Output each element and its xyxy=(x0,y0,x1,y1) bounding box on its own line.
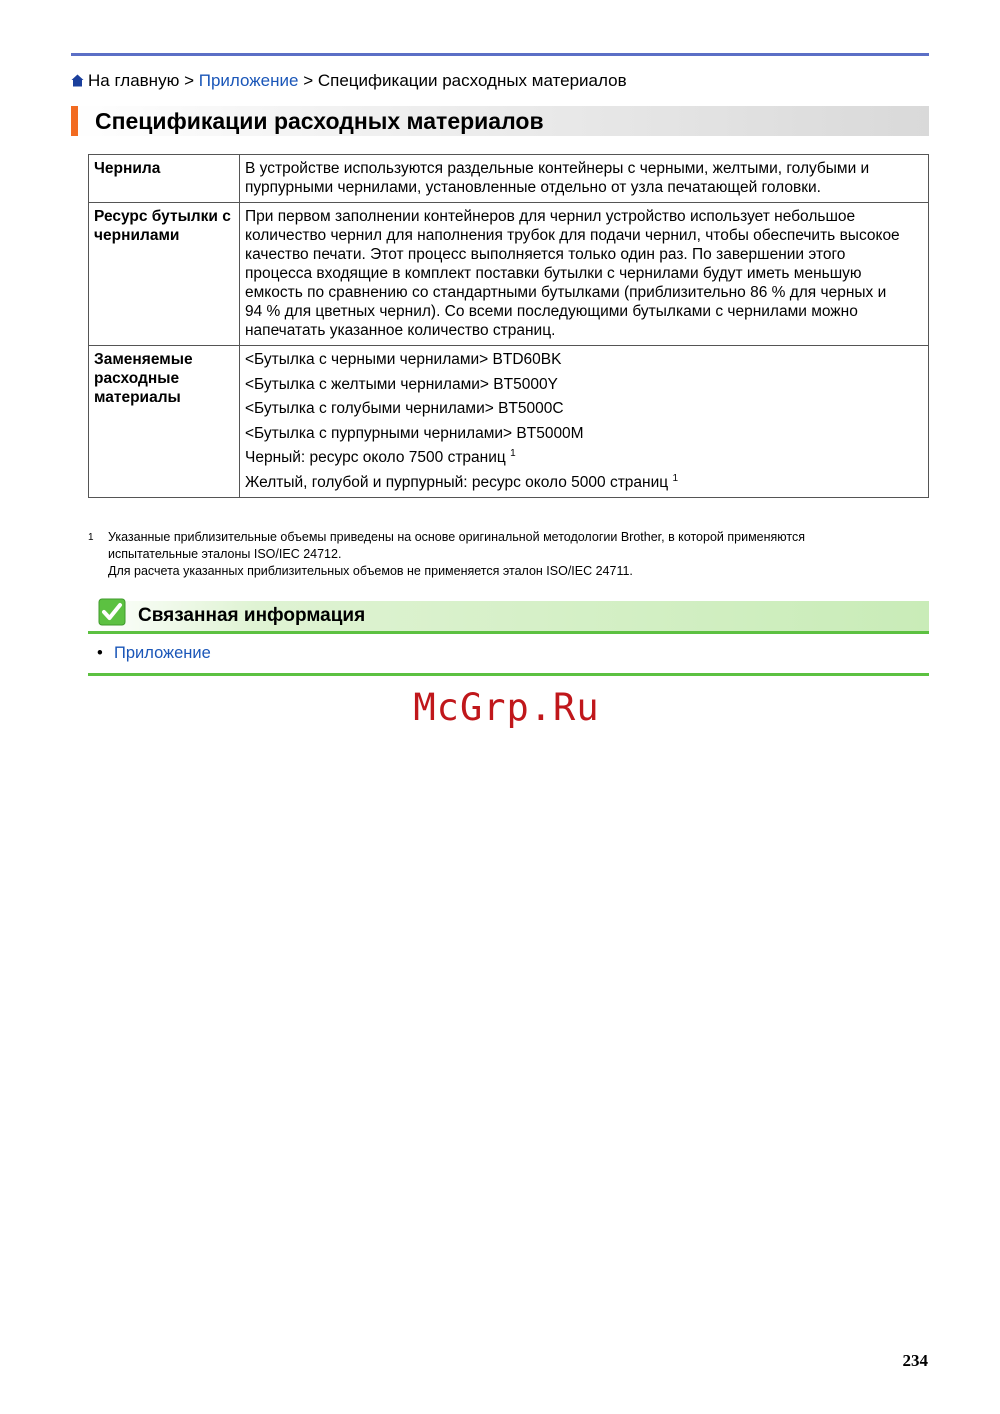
related-link-appendix[interactable]: Приложение xyxy=(114,644,211,662)
breadcrumb-current: Спецификации расходных материалов xyxy=(317,71,627,90)
list-item xyxy=(114,643,211,663)
page-title: Спецификации расходных материалов xyxy=(95,108,544,134)
row-value-replacement-supplies xyxy=(240,346,929,498)
text-line: пурпурными чернилами, установленные отдельно от узла печатающей головки. xyxy=(245,179,821,196)
text-line: количество чернил для наполнения трубок для подачи чернил, чтобы обеспечить высокое xyxy=(245,227,900,244)
breadcrumb-separator: > xyxy=(303,71,314,90)
table-row xyxy=(89,203,929,346)
related-info-list xyxy=(114,643,211,663)
footnote-line: Указанные приблизительные объемы приведены на основе оригинальной методологии Brother, в которой применяются xyxy=(108,530,805,544)
breadcrumb xyxy=(71,71,627,91)
supply-item: <Бутылка с черными чернилами> BTD60BK xyxy=(245,351,562,368)
yield-color-line xyxy=(245,473,923,492)
text-line: напечатать указанное количество страниц. xyxy=(245,322,556,339)
text-line: 94 % для цветных чернил). Со всеми последующими бутылками с чернилами можно xyxy=(245,303,858,320)
breadcrumb-home[interactable]: На главную xyxy=(88,71,180,90)
text-line: процесса входящие в комплект поставки бутылки с чернилами будут иметь меньшую xyxy=(245,265,862,282)
top-rule xyxy=(71,53,929,56)
breadcrumb-link-appendix[interactable]: Приложение xyxy=(198,71,299,90)
row-value-bottle-yield xyxy=(240,203,929,346)
text-line: При первом заполнении контейнеров для чернил устройство использует небольшое xyxy=(245,208,856,225)
breadcrumb-separator: > xyxy=(184,71,194,90)
checkmark-icon xyxy=(98,598,126,626)
supply-item: <Бутылка с голубыми чернилами> BT5000C xyxy=(245,400,564,417)
page-number: 234 xyxy=(902,1351,928,1370)
text-line: В устройстве используются раздельные контейнеры с черными, желтыми, голубыми и xyxy=(245,160,870,177)
footnote xyxy=(88,529,929,580)
yield-black: Черный: ресурс около 7500 страниц xyxy=(245,449,506,466)
table-row xyxy=(89,346,929,498)
home-icon[interactable] xyxy=(71,74,84,87)
footnote-ref: 1 xyxy=(672,472,679,484)
row-value-ink xyxy=(240,155,929,203)
text-line: качество печати. Этот процесс выполняется только один раз. По завершении этого xyxy=(245,246,846,263)
footnote-line: Для расчета указанных приблизительных объемов не применяется эталон ISO/IEC 24711. xyxy=(108,564,633,578)
bottom-rule xyxy=(88,673,929,676)
supply-item: <Бутылка с желтыми чернилами> BT5000Y xyxy=(245,375,558,393)
row-label-bottle-yield: Ресурс бутылки с чернилами xyxy=(89,203,240,346)
supply-item: <Бутылка с пурпурными чернилами> BT5000M xyxy=(245,424,584,442)
row-label-replacement-supplies: Заменяемые расходные материалы xyxy=(89,346,240,498)
text-line: емкость по сравнению со стандартными бутылками (приблизительно 86 % для черных и xyxy=(245,284,887,301)
row-label-ink: Чернила xyxy=(89,155,240,203)
title-accent xyxy=(71,106,78,136)
footnote-mark: 1 xyxy=(88,532,94,543)
table-row xyxy=(89,155,929,203)
watermark-text: McGrp.Ru xyxy=(413,686,600,729)
page-title-bar xyxy=(71,106,929,136)
related-info-header xyxy=(88,601,929,634)
footnote-line: испытательные эталоны ISO/IEC 24712. xyxy=(108,547,342,561)
specifications-table xyxy=(88,154,929,498)
yield-black-line xyxy=(245,448,923,467)
footnote-body xyxy=(108,529,929,580)
yield-color: Желтый, голубой и пурпурный: ресурс около 5000 страниц xyxy=(245,473,669,491)
related-info-title: Связанная информация xyxy=(138,605,366,626)
footnote-ref: 1 xyxy=(510,448,516,459)
